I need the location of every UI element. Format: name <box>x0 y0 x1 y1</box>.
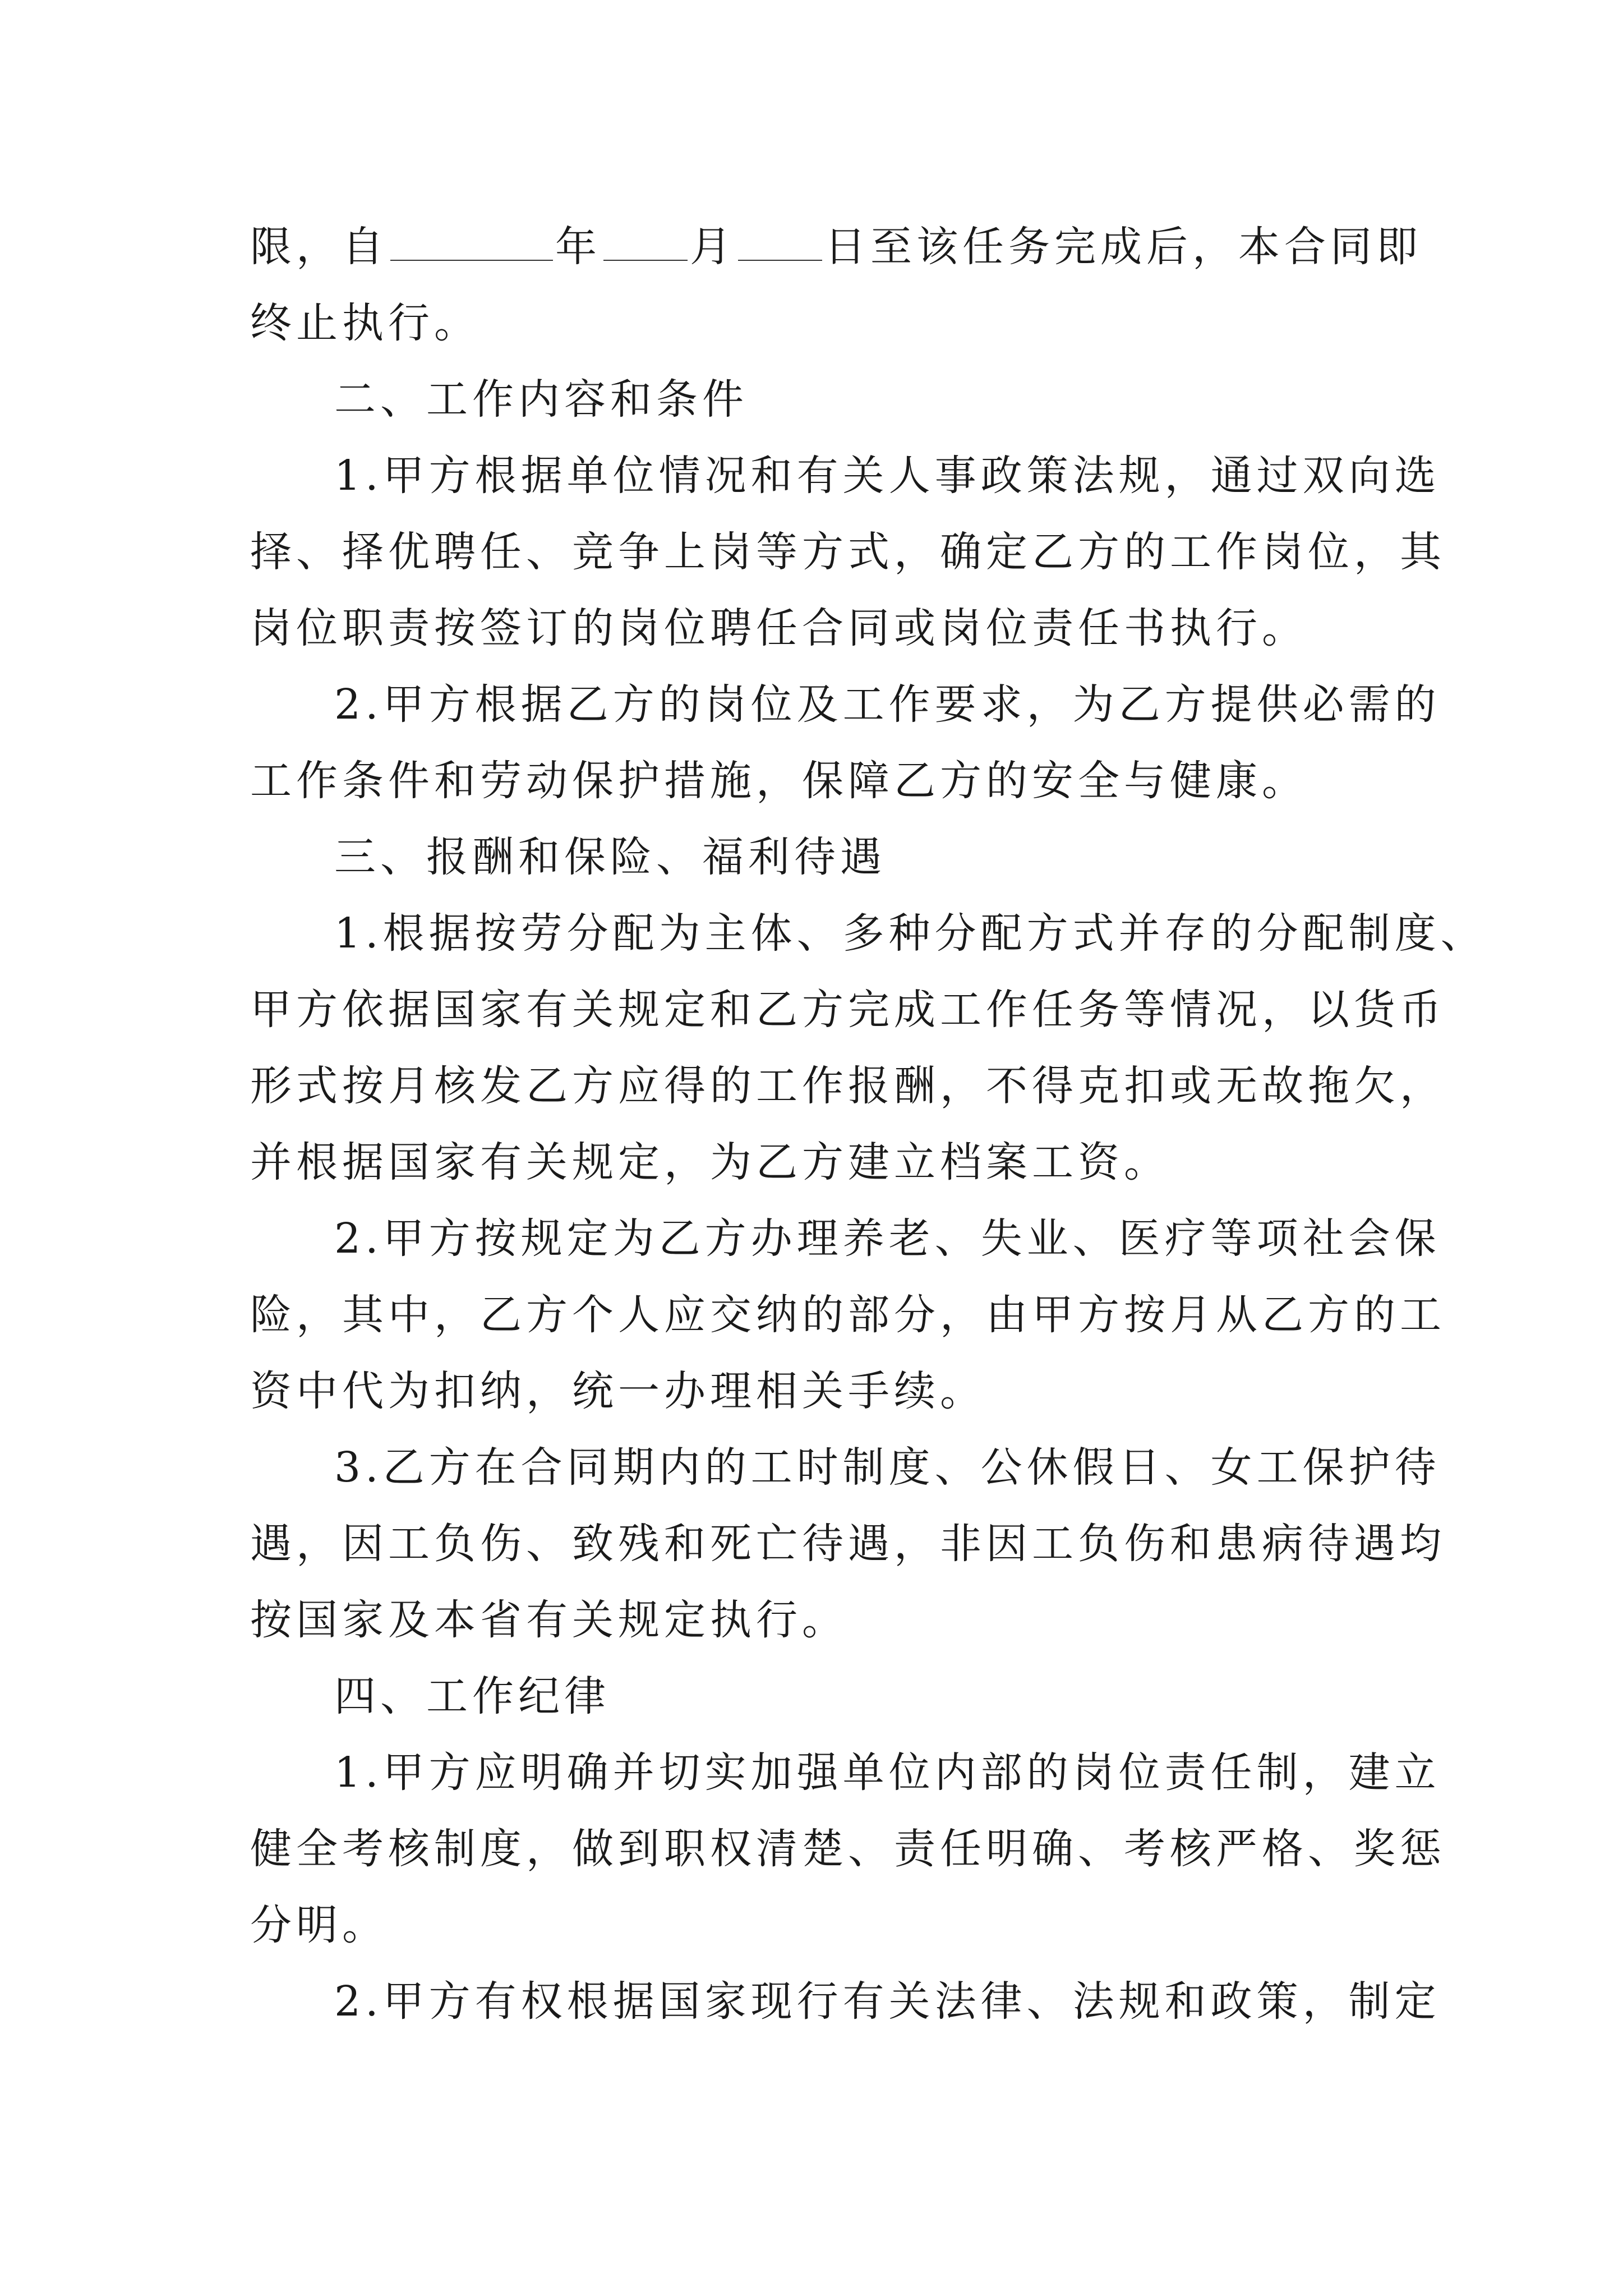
paragraph-line: 分明。 <box>250 1901 388 1949</box>
paragraph-line: 终止执行。 <box>250 299 480 347</box>
line-text: 月 <box>690 223 736 271</box>
paragraph-line: 工作条件和劳动保护措施，保障乙方的安全与健康。 <box>250 757 1308 805</box>
year-blank <box>390 225 553 261</box>
section-heading: 二、工作内容和条件 <box>334 375 748 424</box>
paragraph-line: 1.甲方根据单位情况和有关人事政策法规，通过双向选 <box>334 452 1441 500</box>
paragraph-line: 1.根据按劳分配为主体、多种分配方式并存的分配制度、 <box>334 909 1487 958</box>
paragraph-line: 形式按月核发乙方应得的工作报酬，不得克扣或无故拖欠， <box>250 1062 1446 1110</box>
paragraph-line: 健全考核制度，做到职权清楚、责任明确、考核严格、奖惩 <box>250 1825 1446 1873</box>
paragraph-line: 2.甲方根据乙方的岗位及工作要求，为乙方提供必需的 <box>334 680 1441 729</box>
paragraph-line: 择、择优聘任、竞争上岗等方式，确定乙方的工作岗位，其 <box>250 528 1446 576</box>
paragraph-line: 按国家及本省有关规定执行。 <box>250 1596 848 1644</box>
paragraph-line: 遇，因工负伤、致残和死亡待遇，非因工负伤和患病待遇均 <box>250 1520 1446 1568</box>
paragraph-line: 岗位职责按签订的岗位聘任合同或岗位责任书执行。 <box>250 604 1308 652</box>
line-text: 限，自 <box>250 223 388 271</box>
section-heading: 四、工作纪律 <box>334 1672 610 1720</box>
paragraph-line: 3.乙方在合同期内的工时制度、公休假日、女工保护待 <box>334 1443 1441 1492</box>
paragraph-line <box>250 219 1422 275</box>
month-blank <box>603 225 688 261</box>
paragraph-line: 并根据国家有关规定，为乙方建立档案工资。 <box>250 1138 1170 1186</box>
paragraph-line: 1.甲方应明确并切实加强单位内部的岗位责任制，建立 <box>334 1749 1441 1797</box>
day-blank <box>738 225 822 261</box>
line-text: 年 <box>555 223 601 271</box>
paragraph-line: 资中代为扣纳，统一办理相关手续。 <box>250 1367 986 1415</box>
line-text: 日至该任务完成后，本合同即 <box>824 223 1422 271</box>
paragraph-line: 2.甲方有权根据国家现行有关法律、法规和政策，制定 <box>334 1977 1441 2026</box>
paragraph-line: 险，其中，乙方个人应交纳的部分，由甲方按月从乙方的工 <box>250 1291 1446 1339</box>
paragraph-line: 甲方依据国家有关规定和乙方完成工作任务等情况，以货币 <box>250 986 1446 1034</box>
paragraph-line: 2.甲方按规定为乙方办理养老、失业、医疗等项社会保 <box>334 1214 1441 1263</box>
section-heading: 三、报酬和保险、福利待遇 <box>334 833 886 881</box>
